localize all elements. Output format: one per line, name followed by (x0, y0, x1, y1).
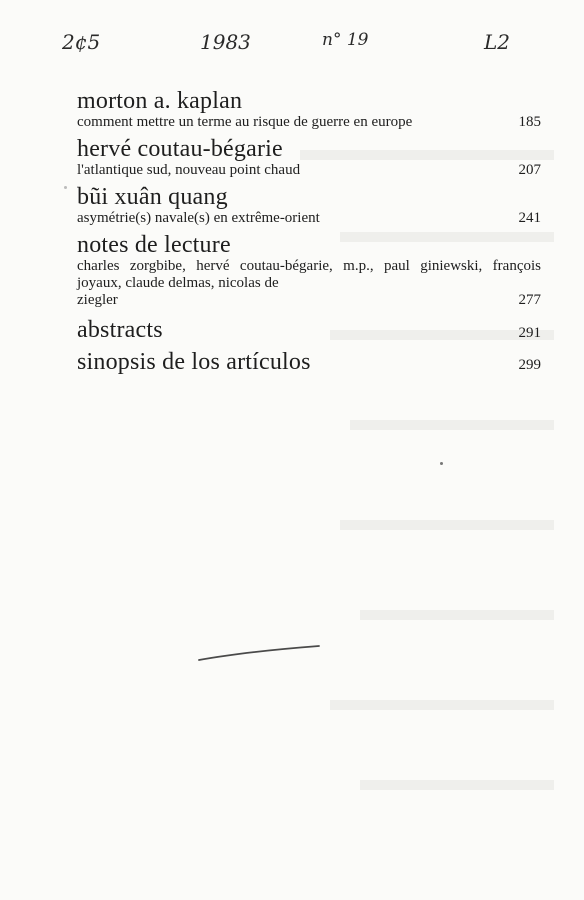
table-of-contents (77, 88, 541, 380)
toc-entry-notes (77, 232, 541, 309)
ink-speck (64, 186, 67, 189)
notes-page: 277 (518, 292, 541, 308)
pen-stroke (197, 640, 322, 664)
entry-author: bũi xuân quang (77, 184, 228, 210)
entry-row (77, 114, 541, 131)
handwritten-note: 2¢5 (62, 30, 101, 54)
entry-page: 241 (518, 210, 541, 226)
toc-entry (77, 136, 541, 179)
notes-authors: charles zorgbibe, hervé coutau-bégarie, m.p., paul giniewski, françois joyaux, claude delmas, nicolas de (77, 258, 541, 291)
bleed-through-mark (330, 700, 554, 710)
entry-title: l'atlantique sud, nouveau point chaud (77, 162, 301, 178)
ink-speck (440, 462, 443, 465)
handwritten-issue: n° 19 (322, 30, 369, 50)
abstracts-page: 291 (518, 325, 541, 341)
entry-page: 207 (518, 162, 541, 178)
bleed-through-mark (360, 780, 554, 790)
abstracts-heading: abstracts (77, 317, 163, 343)
entry-author: hervé coutau-bégarie (77, 136, 283, 162)
handwritten-code: L2 (484, 30, 511, 54)
bleed-through-mark (350, 420, 554, 430)
sinopsis-page: 299 (518, 357, 541, 373)
sinopsis-heading: sinopsis de los artículos (77, 349, 311, 375)
toc-entry (77, 184, 541, 227)
entry-title: comment mettre un terme au risque de guerre en europe (77, 114, 413, 130)
bleed-through-mark (360, 610, 554, 620)
toc-entry (77, 88, 541, 131)
notes-last-author: ziegler (77, 292, 118, 308)
handwritten-year: 1983 (200, 30, 251, 54)
toc-entry-abstracts (77, 317, 541, 343)
entry-title: asymétrie(s) navale(s) en extrême-orient (77, 210, 320, 226)
entry-page: 185 (518, 114, 541, 130)
notes-heading: notes de lecture (77, 232, 231, 258)
entry-row (77, 162, 541, 179)
entry-author: morton a. kaplan (77, 88, 243, 114)
bleed-through-mark (340, 520, 554, 530)
notes-last-row (77, 292, 541, 309)
toc-entry-sinopsis (77, 349, 541, 375)
entry-row (77, 210, 541, 227)
